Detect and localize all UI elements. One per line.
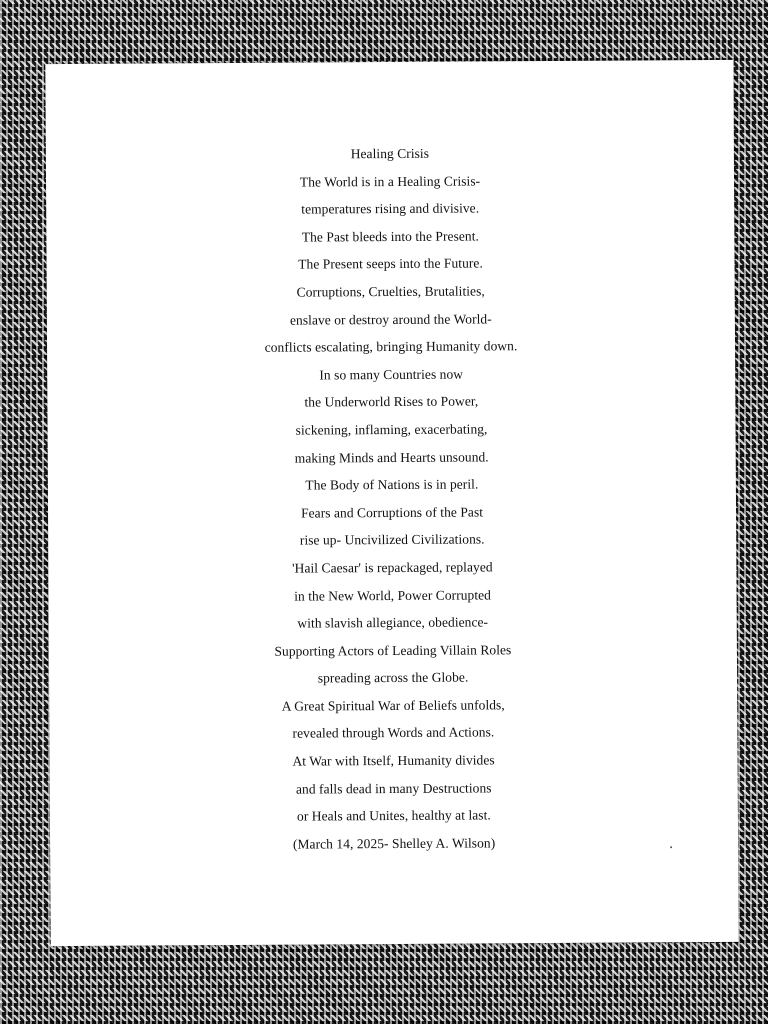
poem-line: rise up- Uncivilized Civilizations. [299,531,485,548]
poem-line: At War with Itself, Humanity divides [292,752,495,769]
poem-line: or Heals and Unites, healthy at last. [296,807,491,824]
poem-line: with slavish allegiance, obedience- [297,614,489,631]
poem-line: and falls dead in many Destructions [295,780,492,797]
paper-speck [670,846,672,848]
poem-line: The Present seeps into the Future. [298,255,483,272]
paper-sheet [45,60,738,946]
poem-line: In so many Countries now [319,366,464,383]
poem-signature: (March 14, 2025- Shelley A. Wilson) [292,835,496,852]
poem-line: 'Hail Caesar' is repackaged, replayed [292,559,493,576]
poem-line: The Past bleeds into the Present. [301,228,479,245]
poem-line: The Body of Nations is in peril. [305,476,479,493]
poem-line: spreading across the Globe. [317,669,469,686]
poem-title: Healing Crisis [350,145,430,162]
poem-line: The World is in a Healing Crisis- [299,173,481,190]
poem-line: making Minds and Hearts unsound. [294,448,489,466]
poem-line: sickening, inflaming, exacerbating, [295,421,488,438]
poem-line: temperatures rising and divisive. [301,200,480,217]
poem-line: the Underworld Rises to Power, [304,393,479,410]
poem-line: Corruptions, Cruelties, Brutalities, [296,283,485,300]
poem-line: in the New World, Power Corrupted [294,586,491,604]
poem-line: enslave or destroy around the World- [289,310,492,328]
poem-line: Supporting Actors of Leading Villain Roles [274,641,512,659]
poem-line: Fears and Corruptions of the Past [300,504,484,521]
poem-line: A Great Spiritual War of Beliefs unfolds, [281,697,505,714]
poem [46,138,738,860]
poem-line: conflicts escalating, bringing Humanity down. [264,338,518,355]
poem-line: revealed through Words and Actions. [292,724,495,742]
